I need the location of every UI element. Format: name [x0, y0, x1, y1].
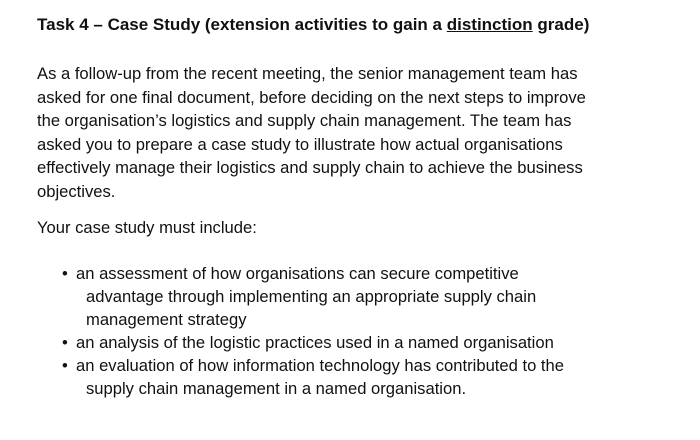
list-item-line: an analysis of the logistic practices used in a named organisation [76, 333, 554, 352]
requirements-list [62, 262, 682, 400]
list-item-line: an evaluation of how information technology has contributed to the [76, 356, 564, 375]
heading-suffix: grade) [532, 15, 590, 34]
scenario-paragraph [37, 62, 667, 203]
heading-underlined-word: distinction [446, 15, 533, 34]
requirements-intro: Your case study must include: [37, 218, 257, 237]
paragraph-line: effectively manage their logistics and supply chain to achieve the business [37, 158, 583, 177]
bullet-icon: • [62, 356, 68, 375]
paragraph-line: the organisation’s logistics and supply chain management. The team has [37, 111, 572, 130]
paragraph-line: objectives. [37, 181, 116, 201]
bullet-icon: • [62, 333, 68, 352]
list-item-line: an assessment of how organisations can secure competitive [76, 264, 519, 283]
heading-prefix: Task 4 – Case Study (extension activities to gain a [37, 15, 447, 34]
list-item [62, 354, 682, 400]
list-item-line: advantage through implementing an appropriate supply chain [86, 287, 537, 306]
paragraph-line: asked for one final document, before deciding on the next steps to improve [37, 87, 586, 107]
list-item [62, 262, 682, 331]
list-item [62, 331, 682, 354]
list-item-line: supply chain management in a named organisation. [86, 379, 467, 398]
paragraph-line: As a follow-up from the recent meeting, the senior management team has [37, 64, 578, 83]
paragraph-line: asked you to prepare a case study to illustrate how actual organisations [37, 134, 563, 154]
bullet-icon: • [62, 264, 68, 283]
task-heading [37, 14, 589, 36]
list-item-line: management strategy [86, 310, 247, 329]
